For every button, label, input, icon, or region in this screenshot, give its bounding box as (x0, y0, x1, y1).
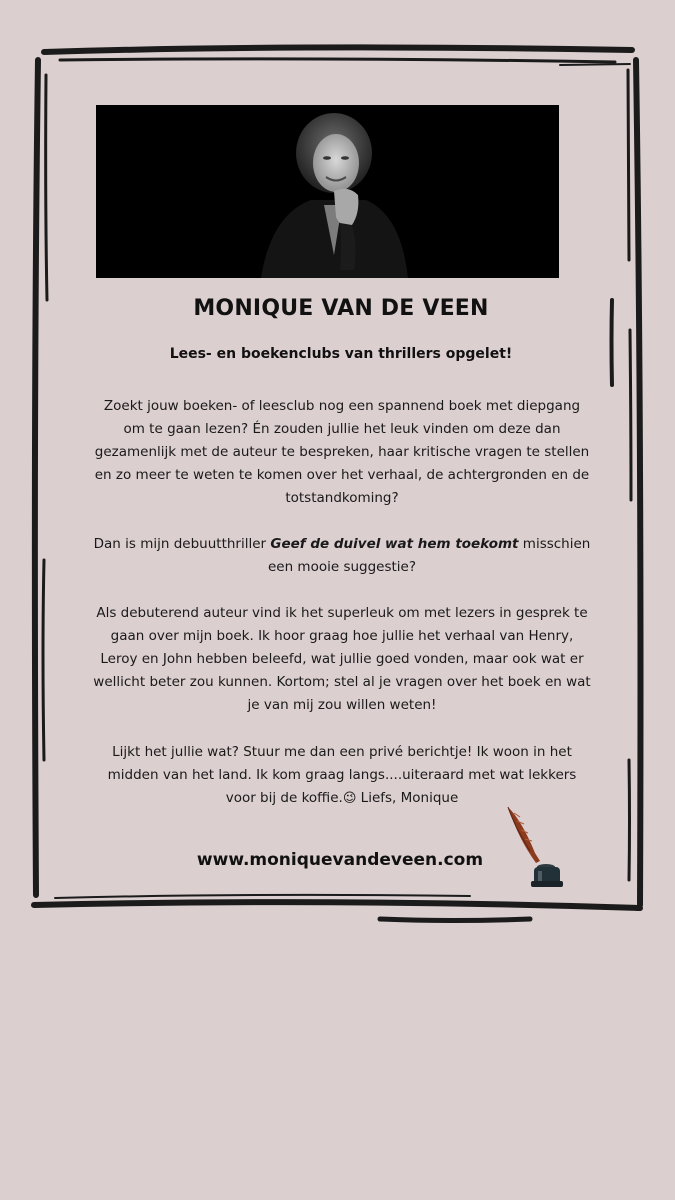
paragraph-intro: Zoekt jouw boeken- of leesclub nog een spannend boek met diepgang om te gaan lezen? Én zouden jullie het leuk vinden om deze dan gezamenlijk met de auteur te bespreken, haar kritische vragen te stellen en zo meer te weten te komen over het verhaal, de achtergronden en de totstandkoming? (94, 398, 590, 506)
paragraph-author-talk: Als debuterend auteur vind ik het superleuk om met lezers in gesprek te gaan over mijn boek. Ik hoor graag hoe jullie het verhaal van Henry, Leroy en John hebben beleefd, wat jullie goed vonden, maar ook wat er wellicht beter zou kunnen. Kortom; stel al je vragen over het boek en wat je van mij zou willen weten! (93, 605, 591, 713)
quill-inkpot-icon (500, 803, 570, 893)
book-title: Geef de duivel wat hem toekomt (270, 536, 519, 552)
paragraph-invitation (92, 741, 592, 810)
website-link[interactable]: www.moniquevandeveen.com (196, 850, 484, 870)
author-portrait (96, 105, 559, 278)
paragraph-text: Lijkt het jullie wat? Stuur me dan een privé berichtje! Ik woon in het midden van het land. Ik kom graag langs....uiteraard met wat lekkers voor bij de koffie. (107, 744, 577, 806)
subheadline: Lees- en boekenclubs van thrillers opgelet! (169, 346, 513, 362)
paragraph-text: misschien een mooie suggestie? (267, 536, 591, 575)
wink-emoji-icon: 😉 (342, 791, 357, 806)
paragraph-book-suggestion (92, 533, 592, 579)
paragraph-text: Dan is mijn debuutthriller (93, 536, 271, 552)
author-name-heading: MONIQUE VAN DE VEEN (193, 296, 489, 321)
paragraph-text: Liefs, Monique (356, 790, 459, 806)
